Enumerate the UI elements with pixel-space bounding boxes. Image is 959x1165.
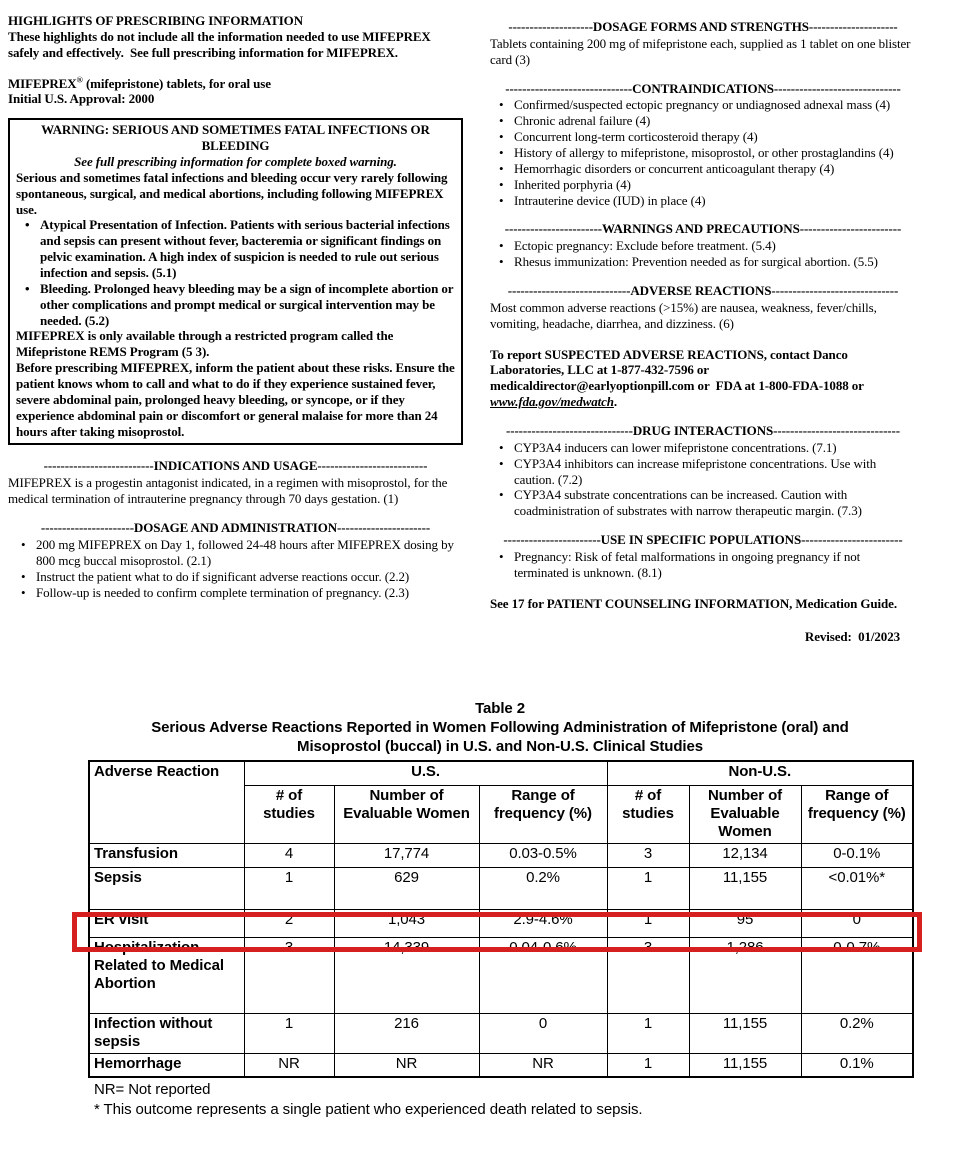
list-item: • CYP3A4 inhibitors can increase mifepristone concentrations. Use with caution. (7.2) xyxy=(514,456,916,488)
cell: 1,286 xyxy=(689,937,801,1013)
section-heading-specific-populations: -----------------------USE IN SPECIFIC POPULATIONS------------------------ xyxy=(503,532,903,548)
cell: 17,774 xyxy=(334,843,479,867)
table-row-hemorrhage xyxy=(89,1053,913,1077)
cell: 2.9-4.6% xyxy=(479,909,607,937)
list-item: • Bleeding. Prolonged heavy bleeding may be a sign of incomplete abortion or other complications and prompt medical or surgical intervention may be needed. (5.2) xyxy=(40,281,455,329)
cell: 216 xyxy=(334,1013,479,1053)
cell: <0.01%* xyxy=(801,867,913,909)
cell: 11,155 xyxy=(689,867,801,909)
list-item: • Confirmed/suspected ectopic pregnancy or undiagnosed adnexal mass (4) xyxy=(514,97,916,113)
table-title xyxy=(88,719,912,757)
cell: 0-0.1% xyxy=(801,843,913,867)
cell: NR xyxy=(244,1053,334,1077)
cell: 4 xyxy=(244,843,334,867)
table-header-group-row xyxy=(89,761,913,785)
row-label: Hospitalization Related to Medical Abortion xyxy=(89,937,244,1013)
section-heading-drug-interactions: ------------------------------DRUG INTERACTIONS------------------------------ xyxy=(506,423,900,439)
list-item: • Intrauterine device (IUD) in place (4) xyxy=(514,193,916,209)
list-item: • CYP3A4 substrate concentrations can be increased. Caution with coadministration of substrates with narrow therapeutic margin. (7.3) xyxy=(514,487,916,519)
cell: 1 xyxy=(607,909,689,937)
list-item: • Inherited porphyria (4) xyxy=(514,177,916,193)
cell: 0.1% xyxy=(801,1053,913,1077)
list-item: • Concurrent long-term corticosteroid therapy (4) xyxy=(514,129,916,145)
cell: 1 xyxy=(607,1053,689,1077)
footnote-asterisk: * This outcome represents a single patient who experienced death related to sepsis. xyxy=(94,1100,643,1118)
registered-trademark-symbol: ® xyxy=(76,74,83,85)
table-row-transfusion xyxy=(89,843,913,867)
report-text: To report SUSPECTED ADVERSE REACTIONS, contact Danco Laboratories, LLC at 1-877-432-7596 or medicaldirector@earlyoptionpill.com or FDA at 1-800-FDA-1088 or xyxy=(490,346,867,394)
left-column xyxy=(8,13,463,645)
cell: 12,134 xyxy=(689,843,801,867)
row-label: Sepsis xyxy=(89,867,244,909)
list-item: • CYP3A4 inducers can lower mifepristone concentrations. (7.1) xyxy=(514,440,916,456)
cell: 1 xyxy=(244,1013,334,1053)
cell: NR xyxy=(334,1053,479,1077)
table-row-infection-without-sepsis xyxy=(89,1013,913,1053)
column-header-adverse-reaction: Adverse Reaction xyxy=(89,761,244,843)
cell: 0.2% xyxy=(801,1013,913,1053)
product-name: MIFEPREX xyxy=(8,75,77,91)
cell: 0 xyxy=(801,909,913,937)
boxed-warning-bullet-list xyxy=(16,217,455,328)
boxed-warning xyxy=(8,118,463,445)
column-group-us: U.S. xyxy=(244,761,607,785)
cell: 11,155 xyxy=(689,1013,801,1053)
row-label: Hemorrhage xyxy=(89,1053,244,1077)
cell: NR xyxy=(479,1053,607,1077)
boxed-warning-intro: Serious and sometimes fatal infections and bleeding occur very rarely following spontaneous, surgical, and medical abortions, including following MIFEPREX use. xyxy=(16,169,451,217)
indications-body: MIFEPREX is a progestin antagonist indicated, in a regimen with misoprostol, for the medical termination of intrauterine pregnancy through 70 days gestation. (1) xyxy=(8,475,451,507)
list-item: • Hemorrhagic disorders or concurrent anticoagulant therapy (4) xyxy=(514,161,916,177)
row-label: Transfusion xyxy=(89,843,244,867)
revised-date: Revised: 01/2023 xyxy=(804,628,900,644)
row-label: ER visit xyxy=(89,909,244,937)
cell: 3 xyxy=(607,937,689,1013)
list-item: • Follow-up is needed to confirm complete termination of pregnancy. (2.3) xyxy=(36,585,463,601)
column-header-nonus-studies: # of studies xyxy=(607,785,689,843)
cell: 1 xyxy=(607,867,689,909)
right-column xyxy=(490,13,916,645)
section-heading-dosage-forms: --------------------DOSAGE FORMS AND STRENGTHS--------------------- xyxy=(508,19,898,34)
highlight-box-er-visit-row xyxy=(72,912,922,952)
row-label: Infection without sepsis xyxy=(89,1013,244,1053)
table-title-line2: Misoprostol (buccal) in U.S. and Non-U.S. Clinical Studies xyxy=(297,737,703,755)
boxed-warning-see-full: See full prescribing information for complete boxed warning. xyxy=(74,154,397,170)
cell: 11,155 xyxy=(689,1053,801,1077)
table-title-line1: Serious Adverse Reactions Reported in Women Following Administration of Mifepristone (oral) and xyxy=(151,718,849,736)
highlights-two-column-layout xyxy=(8,13,916,645)
list-item: • Pregnancy: Risk of fetal malformations in ongoing pregnancy if not terminated is unknown. (8.1) xyxy=(514,549,916,581)
medwatch-link[interactable]: www.fda.gov/medwatch xyxy=(490,394,614,410)
doc-title: HIGHLIGHTS OF PRESCRIBING INFORMATION xyxy=(8,13,303,28)
product-line xyxy=(8,76,463,92)
cell: 3 xyxy=(607,843,689,867)
list-item: • 200 mg MIFEPREX on Day 1, followed 24-48 hours after MIFEPREX dosing by 800 mcg buccal misoprostol. (2.1) xyxy=(36,537,463,569)
boxed-warning-advice: Before prescribing MIFEPREX, inform the patient about these risks. Ensure the patient knows whom to call and what to do if they experience sustained fever, severe abdominal pain, prolonged heavy bleeding, or syncope, or if they experience abdominal pain or discomfort or general malaise for more than 24 hours after taking misoprostol. xyxy=(16,360,458,439)
cell: 0.03-0.5% xyxy=(479,843,607,867)
cell: 1 xyxy=(244,867,334,909)
column-group-nonus: Non-U.S. xyxy=(607,761,913,785)
doc-intro: These highlights do not include all the information needed to use MIFEPREX safely and effectively. See full prescribing information for MIFEPREX. xyxy=(8,28,434,60)
patient-counseling-note: See 17 for PATIENT COUNSELING INFORMATION, Medication Guide. xyxy=(490,595,898,611)
warnings-list xyxy=(490,238,916,270)
cell: 14,339 xyxy=(334,937,479,1013)
product-dosage-form: (mifepristone) tablets, for oral use xyxy=(82,75,271,91)
section-heading-adverse-reactions: -----------------------------ADVERSE REACTIONS------------------------------ xyxy=(507,283,899,299)
footnote-nr: NR= Not reported xyxy=(94,1081,211,1099)
cell: 0.04-0.6% xyxy=(479,937,607,1013)
section-heading-indications: --------------------------INDICATIONS AND USAGE-------------------------- xyxy=(43,458,428,474)
list-item: • Rhesus immunization: Prevention needed as for surgical abortion. (5.5) xyxy=(514,254,916,270)
table-row-sepsis xyxy=(89,867,913,909)
cell: 95 xyxy=(689,909,801,937)
dosage-forms-body: Tablets containing 200 mg of mifepristone each, supplied as 1 tablet on one blister card (3) xyxy=(490,35,914,67)
column-header-us-evaluable-women: Number of Evaluable Women xyxy=(334,785,479,843)
cell: 629 xyxy=(334,867,479,909)
report-text-end: . xyxy=(613,394,618,410)
specific-populations-list xyxy=(490,549,916,581)
section-heading-contraindications: ------------------------------CONTRAINDICATIONS------------------------------ xyxy=(505,80,901,96)
cell: 0-0.7% xyxy=(801,937,913,1013)
report-adverse-reactions-paragraph xyxy=(490,347,916,410)
adverse-reactions-body: Most common adverse reactions (>15%) are nausea, weakness, fever/chills, vomiting, headache, diarrhea, and dizziness. (6) xyxy=(490,299,880,331)
cell: 1,043 xyxy=(334,909,479,937)
list-item: • History of allergy to mifepristone, misoprostol, or other prostaglandins (4) xyxy=(514,145,916,161)
initial-approval-line: Initial U.S. Approval: 2000 xyxy=(8,91,155,107)
table-label: Table 2 xyxy=(475,700,525,717)
column-header-us-studies: # of studies xyxy=(244,785,334,843)
table-2-section xyxy=(88,700,912,1119)
column-header-nonus-evaluable-women: Number of Evaluable Women xyxy=(689,785,801,843)
cell: 2 xyxy=(244,909,334,937)
drug-interactions-list xyxy=(490,440,916,519)
list-item: • Instruct the patient what to do if significant adverse reactions occur. (2.2) xyxy=(36,569,463,585)
list-item: • Atypical Presentation of Infection. Patients with serious bacterial infections and sepsis can present without fever, bacteremia or significant findings on pelvic examination. A high index of suspicion is needed to rule out serious infection and sepsis. (5.1) xyxy=(40,217,455,280)
dosage-administration-list xyxy=(8,537,463,600)
section-heading-dosage-administration: ----------------------DOSAGE AND ADMINISTRATION---------------------- xyxy=(40,520,431,536)
boxed-warning-rems: MIFEPREX is only available through a restricted program called the Mifepristone REMS Program (5 3). xyxy=(16,328,397,360)
list-item: • Chronic adrenal failure (4) xyxy=(514,113,916,129)
cell: 0 xyxy=(479,1013,607,1053)
contraindications-list xyxy=(490,97,916,208)
list-item: • Ectopic pregnancy: Exclude before treatment. (5.4) xyxy=(514,238,916,254)
column-header-us-frequency: Range of frequency (%) xyxy=(479,785,607,843)
cell: 0.2% xyxy=(479,867,607,909)
column-header-nonus-frequency: Range of frequency (%) xyxy=(801,785,913,843)
boxed-warning-title: WARNING: SERIOUS AND SOMETIMES FATAL INFECTIONS OR BLEEDING xyxy=(41,122,433,154)
cell: 3 xyxy=(244,937,334,1013)
cell: 1 xyxy=(607,1013,689,1053)
section-heading-warnings-precautions: -----------------------WARNINGS AND PRECAUTIONS------------------------ xyxy=(504,221,902,237)
